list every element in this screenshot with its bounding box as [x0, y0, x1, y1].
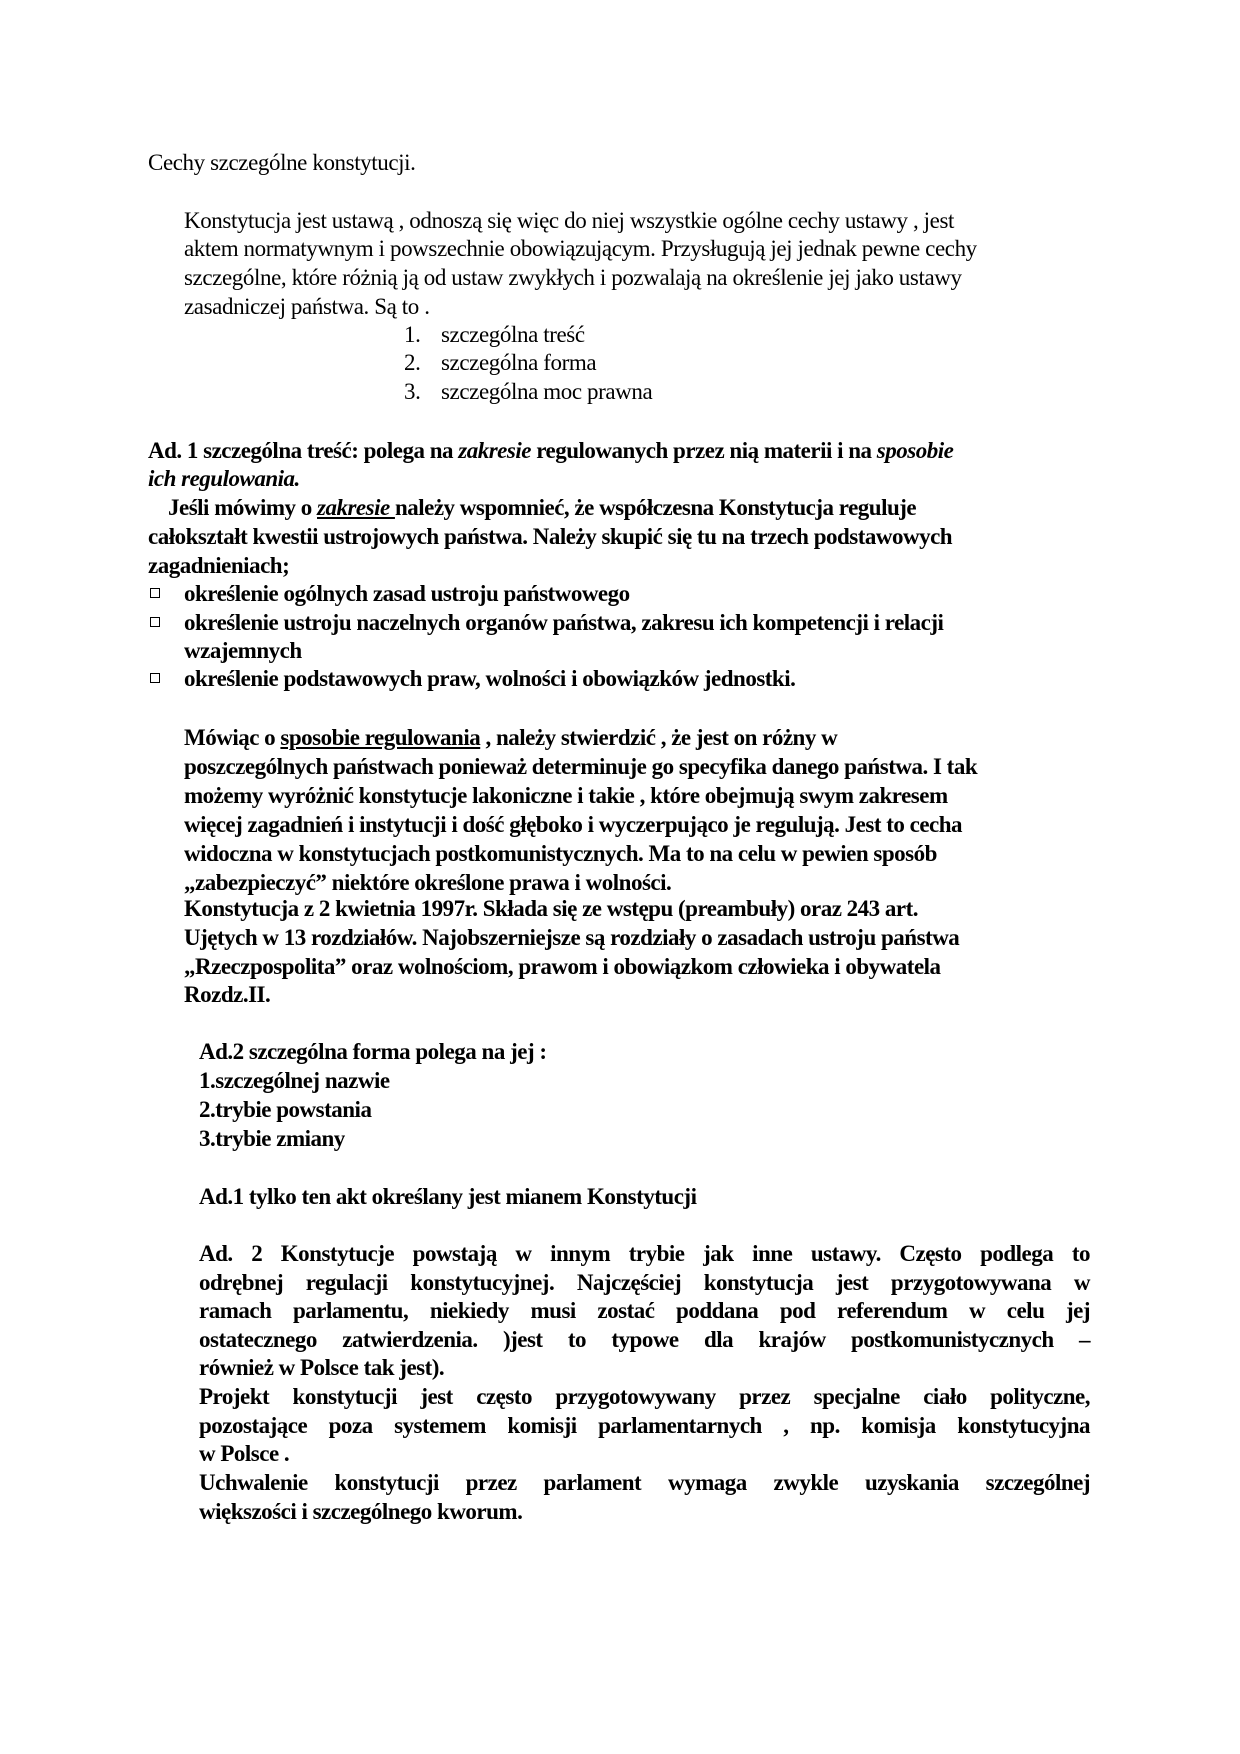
ad2-line: odrębnej regulacji konstytucyjnej. Najczęściej konstytucja jest przygotowywana w	[199, 1270, 1090, 1295]
bullet-item: określenie ogólnych zasad ustroju państwowego	[184, 581, 630, 606]
ad2-line: pozostające poza systemem komisji parlamentarnych , np. komisja konstytucyjna	[199, 1413, 1090, 1438]
checkbox-bullet-icon	[150, 588, 160, 598]
ad2-line: ramach parlamentu, niekiedy musi zostać poddana pod referendum w celu jej	[199, 1298, 1090, 1323]
zakres-line: całokształt kwestii ustrojowych państwa. Należy skupić się tu na trzech podstawowych	[148, 524, 953, 549]
form-list-item: 3.trybie zmiany	[199, 1126, 345, 1151]
sposob-line: Ujętych w 13 rozdziałów. Najobszerniejsze są rozdziały o zasadach ustroju państwa	[184, 925, 960, 950]
sposob-line: Rozdz.II.	[184, 982, 271, 1007]
ad2-line: również w Polsce tak jest).	[199, 1355, 445, 1380]
sposob-line: widoczna w konstytucjach postkomunistycznych. Ma to na celu w pewien sposób	[184, 841, 937, 866]
ad2-line: większości i szczególnego kworum.	[199, 1499, 523, 1524]
bullet-item: określenie podstawowych praw, wolności i obowiązków jednostki.	[184, 666, 796, 691]
section-heading-ad2: Ad.2 szczególna forma polega na jej :	[199, 1039, 547, 1064]
intro-line: Konstytucja jest ustawą , odnoszą się więc do niej wszystkie ogólne cechy ustawy , jest	[184, 208, 955, 233]
list-item: szczególna forma	[441, 350, 597, 375]
sposob-line: możemy wyróżnić konstytucje lakoniczne i takie , które obejmują swym zakresem	[184, 783, 948, 808]
zakres-line	[168, 493, 916, 522]
list-item-number: 2.	[404, 350, 421, 375]
form-list-item: 1.szczególnej nazwie	[199, 1068, 390, 1093]
intro-line: zasadniczej państwa. Są to .	[184, 294, 430, 319]
sposob-line: Konstytucja z 2 kwietnia 1997r. Składa się ze wstępu (preambuły) oraz 243 art.	[184, 896, 919, 921]
list-item: szczególna moc prawna	[441, 379, 653, 404]
checkbox-bullet-icon	[150, 673, 160, 683]
document-title: Cechy szczególne konstytucji.	[148, 150, 416, 175]
underlined-term: sposobie regulowania	[280, 725, 481, 750]
section-heading-ad1	[148, 436, 953, 465]
heading-text: Ad. 1 szczególna treść: polega na	[148, 438, 459, 463]
bullet-item: określenie ustroju naczelnych organów państwa, zakresu ich kompetencji i relacji	[184, 610, 944, 635]
ad2-line: Projekt konstytucji jest często przygotowywany przez specjalne ciało polityczne,	[199, 1384, 1090, 1409]
ad2-line: ostatecznego zatwierdzenia. )jest to typowe dla krajów postkomunistycznych –	[199, 1327, 1090, 1352]
sposob-line	[184, 723, 837, 752]
sposob-line: poszczególnych państwach ponieważ determinuje go specyfika danego państwa. I tak	[184, 754, 978, 779]
checkbox-bullet-icon	[150, 617, 160, 627]
text: , należy stwierdzić , że jest on różny w	[480, 725, 838, 750]
ad2-line: Ad. 2 Konstytucje powstają w innym trybie jak inne ustawy. Często podlega to	[199, 1241, 1090, 1266]
form-list-item: 2.trybie powstania	[199, 1097, 372, 1122]
bullet-item-cont: wzajemnych	[184, 638, 302, 663]
intro-line: szczególne, które różnią ją od ustaw zwykłych i pozwalają na określenie jej jako ustawy	[184, 265, 962, 290]
heading-italic: zakresie	[458, 438, 531, 463]
intro-line: aktem normatywnym i powszechnie obowiązującym. Przysługują jej jednak pewne cechy	[184, 236, 977, 261]
text: należy wspomnieć, że współczesna Konstytucja reguluje	[394, 495, 917, 520]
list-item-number: 3.	[404, 379, 421, 404]
heading-text: regulowanych przez nią materii i na	[530, 438, 877, 463]
list-item-number: 1.	[404, 322, 421, 347]
text: Mówiąc o	[184, 725, 281, 750]
sposob-line: „Rzeczpospolita” oraz wolnościom, prawom i obowiązkom człowieka i obywatela	[184, 954, 941, 979]
heading-italic: sposobie	[876, 438, 954, 463]
text: Jeśli mówimy o	[168, 495, 318, 520]
sposob-line: „zabezpieczyć” niektóre określone prawa i wolności.	[184, 870, 672, 895]
ad2-line: w Polsce .	[199, 1441, 290, 1466]
zakres-line: zagadnieniach;	[148, 553, 290, 578]
underlined-term: zakresie	[317, 495, 395, 520]
sposob-line: więcej zagadnień i instytucji i dość głęboko i wyczerpująco je regulują. Jest to cecha	[184, 812, 963, 837]
section-heading-ad1-cont: ich regulowania.	[148, 466, 300, 491]
list-item: szczególna treść	[441, 322, 585, 347]
ad1-note: Ad.1 tylko ten akt określany jest mianem Konstytucji	[199, 1184, 697, 1209]
ad2-line: Uchwalenie konstytucji przez parlament wymaga zwykle uzyskania szczególnej	[199, 1470, 1090, 1495]
